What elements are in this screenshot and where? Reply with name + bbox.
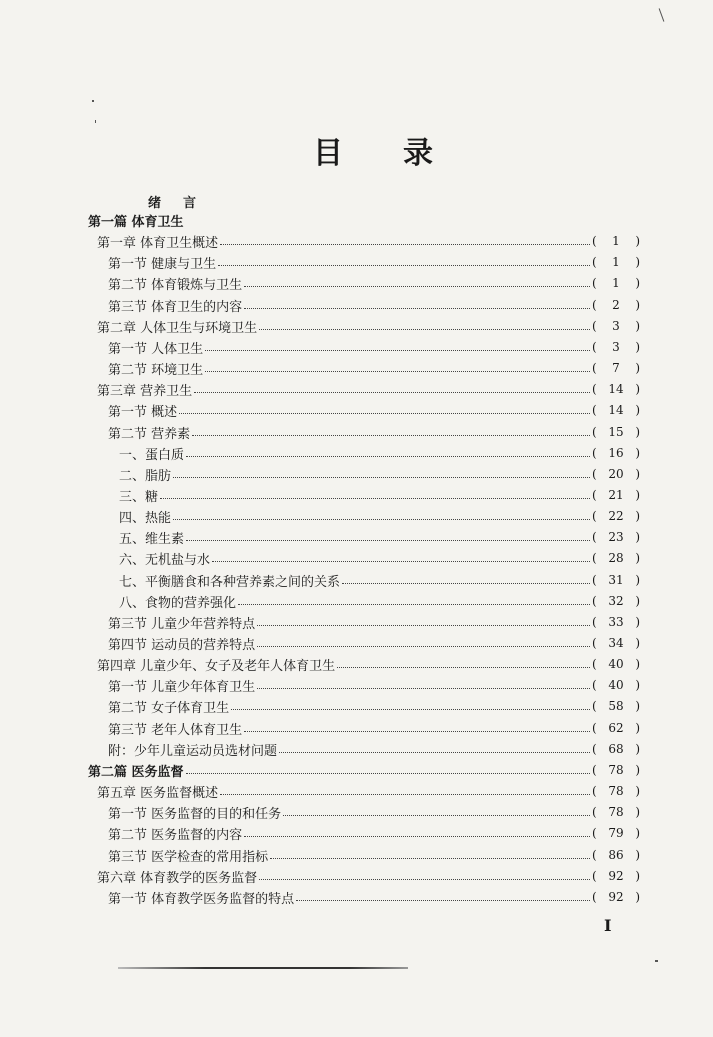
dot-leader xyxy=(192,435,590,436)
toc-entry xyxy=(108,718,640,738)
toc-entry-label: 三、糖 xyxy=(119,489,159,505)
toc-page-ref xyxy=(592,382,640,396)
toc-page-number: 31 xyxy=(608,573,624,587)
toc-entry xyxy=(119,527,640,547)
toc-entry-label: 第一节 体育教学医务监督的特点 xyxy=(108,891,295,907)
toc-page-ref xyxy=(592,721,640,735)
toc-entry xyxy=(119,464,640,484)
paren-open: ( xyxy=(592,340,597,354)
toc-entry xyxy=(108,252,640,272)
toc-page-ref xyxy=(592,615,640,629)
dot-leader xyxy=(259,879,590,880)
dot-leader xyxy=(342,583,590,584)
toc-entry xyxy=(108,696,640,716)
paren-open: ( xyxy=(592,869,597,883)
toc-entry-label: 第二节 体育锻炼与卫生 xyxy=(108,277,243,293)
page-folio: I xyxy=(604,916,612,935)
dot-leader xyxy=(220,244,590,245)
toc-entry xyxy=(119,591,640,611)
paren-close: ) xyxy=(635,403,640,417)
paren-open: ( xyxy=(592,446,597,460)
paren-open: ( xyxy=(592,742,597,756)
toc-page-number: 2 xyxy=(612,298,620,312)
toc-page-ref xyxy=(592,890,640,904)
toc-page-number: 15 xyxy=(608,425,624,439)
toc-page-number: 78 xyxy=(608,763,624,777)
toc-entry-label: 五、维生素 xyxy=(119,531,185,547)
toc-entry xyxy=(108,845,640,865)
paren-close: ) xyxy=(635,594,640,608)
paren-open: ( xyxy=(592,636,597,650)
toc-entry-label: 第三章 营养卫生 xyxy=(97,383,193,399)
paren-open: ( xyxy=(592,784,597,798)
toc-page-ref xyxy=(592,657,640,671)
speck xyxy=(659,8,665,21)
paren-open: ( xyxy=(592,467,597,481)
dot-leader xyxy=(244,308,590,309)
toc-entry xyxy=(108,422,640,442)
toc-entry xyxy=(108,273,640,293)
toc-page-ref xyxy=(592,551,640,565)
toc-page-ref xyxy=(592,319,640,333)
paren-close: ) xyxy=(635,255,640,269)
toc-page-ref xyxy=(592,594,640,608)
toc-entry xyxy=(108,295,640,315)
toc-entry xyxy=(108,802,640,822)
toc-page-number: 78 xyxy=(608,805,624,819)
dot-leader xyxy=(205,350,590,351)
dot-leader xyxy=(257,625,590,626)
dot-leader xyxy=(160,498,590,499)
paren-close: ) xyxy=(635,784,640,798)
toc-entry xyxy=(119,548,640,568)
dot-leader xyxy=(238,604,590,605)
paren-close: ) xyxy=(635,361,640,375)
toc-entry-label: 第一篇 体育卫生 xyxy=(88,214,184,230)
dot-leader xyxy=(231,709,590,710)
paren-open: ( xyxy=(592,509,597,523)
toc-page-number: 62 xyxy=(608,721,624,735)
paren-close: ) xyxy=(635,742,640,756)
toc-page-ref xyxy=(592,763,640,777)
toc-entry-label: 第一节 健康与卫生 xyxy=(108,256,217,272)
paren-open: ( xyxy=(592,551,597,565)
dot-leader xyxy=(218,265,590,266)
toc-page-ref xyxy=(592,488,640,502)
toc-entry-label: 第一节 人体卫生 xyxy=(108,341,204,357)
toc-entry xyxy=(108,887,640,907)
toc-entry xyxy=(108,633,640,653)
paren-close: ) xyxy=(635,657,640,671)
speck xyxy=(655,960,658,962)
toc-page-ref xyxy=(592,805,640,819)
dot-leader xyxy=(220,794,590,795)
dot-leader xyxy=(337,667,590,668)
toc-page-number: 34 xyxy=(608,636,624,650)
paren-open: ( xyxy=(592,826,597,840)
toc-page-ref xyxy=(592,636,640,650)
toc-page-number: 20 xyxy=(608,467,624,481)
toc-page-ref xyxy=(592,784,640,798)
paren-close: ) xyxy=(635,805,640,819)
toc-page-number: 14 xyxy=(608,403,624,417)
toc-entry xyxy=(119,506,640,526)
toc-page-ref xyxy=(592,509,640,523)
paren-close: ) xyxy=(635,488,640,502)
toc-page-ref xyxy=(592,742,640,756)
toc-page-ref xyxy=(592,425,640,439)
toc-entry xyxy=(97,654,640,674)
toc-page-number: 79 xyxy=(608,826,624,840)
toc-page-number: 40 xyxy=(608,678,624,692)
title-char-1: 目 xyxy=(313,136,343,171)
toc-page-ref xyxy=(592,234,640,248)
paren-open: ( xyxy=(592,255,597,269)
paren-close: ) xyxy=(635,234,640,248)
toc-entry xyxy=(108,612,640,632)
toc-entry-label: 第三节 体育卫生的内容 xyxy=(108,299,243,315)
dot-leader xyxy=(186,773,590,774)
dot-leader xyxy=(194,392,590,393)
paren-open: ( xyxy=(592,678,597,692)
dot-leader xyxy=(279,752,590,753)
toc-entry xyxy=(119,570,640,590)
toc-entry-label: 第三节 老年人体育卫生 xyxy=(108,722,243,738)
toc-page-number: 22 xyxy=(608,509,624,523)
toc-page-number: 1 xyxy=(612,276,620,290)
paren-close: ) xyxy=(635,425,640,439)
paren-open: ( xyxy=(592,890,597,904)
toc-page-number: 23 xyxy=(608,530,624,544)
toc-page-ref xyxy=(592,361,640,375)
paren-open: ( xyxy=(592,298,597,312)
toc-page-ref xyxy=(592,573,640,587)
paren-close: ) xyxy=(635,319,640,333)
paren-close: ) xyxy=(635,551,640,565)
toc-entry xyxy=(108,739,640,759)
paren-open: ( xyxy=(592,699,597,713)
paren-close: ) xyxy=(635,298,640,312)
paren-close: ) xyxy=(635,467,640,481)
toc-page-ref xyxy=(592,699,640,713)
paren-close: ) xyxy=(635,763,640,777)
dot-leader xyxy=(244,731,590,732)
toc-page-number: 68 xyxy=(608,742,624,756)
toc-entry-label: 六、无机盐与水 xyxy=(119,552,211,568)
toc-entry-label: 第二节 环境卫生 xyxy=(108,362,204,378)
toc-page-number: 33 xyxy=(608,615,624,629)
toc-entry xyxy=(97,379,640,399)
paren-open: ( xyxy=(592,425,597,439)
dot-leader xyxy=(212,561,590,562)
paren-open: ( xyxy=(592,848,597,862)
toc-entry xyxy=(88,210,640,230)
paren-open: ( xyxy=(592,361,597,375)
toc-entry xyxy=(108,675,640,695)
toc-page-number: 92 xyxy=(608,890,624,904)
paren-open: ( xyxy=(592,276,597,290)
toc-page-number: 14 xyxy=(608,382,624,396)
toc-page-number: 21 xyxy=(608,488,624,502)
toc-entry xyxy=(119,443,640,463)
toc-page-ref xyxy=(592,869,640,883)
toc-entry-label: 第二节 营养素 xyxy=(108,426,191,442)
dot-leader xyxy=(179,413,590,414)
paren-close: ) xyxy=(635,869,640,883)
toc-page-number: 32 xyxy=(608,594,624,608)
toc-entry-label: 第二节 医务监督的内容 xyxy=(108,827,243,843)
toc-page-number: 78 xyxy=(608,784,624,798)
paren-open: ( xyxy=(592,573,597,587)
dot-leader xyxy=(186,456,590,457)
paren-open: ( xyxy=(592,763,597,777)
title-char-2: 录 xyxy=(403,136,433,171)
toc-page-ref xyxy=(592,467,640,481)
toc-page-ref xyxy=(592,298,640,312)
toc-page-number: 86 xyxy=(608,848,624,862)
toc-page-number: 40 xyxy=(608,657,624,671)
toc-entry-label: 第二章 人体卫生与环境卫生 xyxy=(97,320,258,336)
paren-close: ) xyxy=(635,890,640,904)
toc-entry-label: 第一节 儿童少年体育卫生 xyxy=(108,679,256,695)
toc-page-number: 3 xyxy=(612,319,620,333)
paren-open: ( xyxy=(592,488,597,502)
toc-page-ref xyxy=(592,403,640,417)
toc-entry-label: 附：少年儿童运动员选材问题 xyxy=(108,743,278,759)
paren-close: ) xyxy=(635,509,640,523)
toc-entry-label: 第一节 概述 xyxy=(108,404,178,420)
paren-close: ) xyxy=(635,446,640,460)
paren-close: ) xyxy=(635,826,640,840)
paren-close: ) xyxy=(635,382,640,396)
toc-page-number: 1 xyxy=(612,255,620,269)
bottom-rule xyxy=(118,967,408,969)
dot-leader xyxy=(244,836,590,837)
toc-entry-label: 八、食物的营养强化 xyxy=(119,595,237,611)
toc-entry-label: 第一章 体育卫生概述 xyxy=(97,235,219,251)
paren-open: ( xyxy=(592,721,597,735)
paren-close: ) xyxy=(635,636,640,650)
toc-page-ref xyxy=(592,340,640,354)
dot-leader xyxy=(186,540,590,541)
dot-leader xyxy=(205,371,590,372)
dot-leader xyxy=(173,519,590,520)
dot-leader xyxy=(244,286,590,287)
toc-entry-label: 四、热能 xyxy=(119,510,172,526)
speck xyxy=(92,100,94,102)
toc-entry xyxy=(97,781,640,801)
paren-close: ) xyxy=(635,573,640,587)
paren-close: ) xyxy=(635,848,640,862)
toc-entry-label: 第四章 儿童少年、女子及老年人体育卫生 xyxy=(97,658,336,674)
paren-close: ) xyxy=(635,530,640,544)
paren-open: ( xyxy=(592,382,597,396)
toc-entry-label: 第二节 女子体育卫生 xyxy=(108,700,230,716)
paren-close: ) xyxy=(635,699,640,713)
paren-close: ) xyxy=(635,678,640,692)
dot-leader xyxy=(283,815,590,816)
toc-entry xyxy=(108,358,640,378)
toc-entry-label: 第五章 医务监督概述 xyxy=(97,785,219,801)
paren-open: ( xyxy=(592,530,597,544)
dot-leader xyxy=(257,646,590,647)
dot-leader xyxy=(259,329,590,330)
toc-entry-label: 二、脂肪 xyxy=(119,468,172,484)
paren-close: ) xyxy=(635,276,640,290)
dot-leader xyxy=(270,858,590,859)
dot-leader xyxy=(296,900,590,901)
toc-page-number: 28 xyxy=(608,551,624,565)
toc-page-ref xyxy=(592,255,640,269)
paren-open: ( xyxy=(592,805,597,819)
toc-page-number: 58 xyxy=(608,699,624,713)
paren-open: ( xyxy=(592,403,597,417)
paren-open: ( xyxy=(592,319,597,333)
toc-page-number: 16 xyxy=(608,446,624,460)
toc-page-ref xyxy=(592,446,640,460)
toc-page-number: 3 xyxy=(612,340,620,354)
toc-entry-label: 第六章 体育教学的医务监督 xyxy=(97,870,258,886)
toc-page-number: 7 xyxy=(612,361,620,375)
toc-page-number: 92 xyxy=(608,869,624,883)
toc-entry xyxy=(97,316,640,336)
paren-close: ) xyxy=(635,615,640,629)
toc-entry-label: 第一节 医务监督的目的和任务 xyxy=(108,806,282,822)
paren-open: ( xyxy=(592,657,597,671)
toc-page-ref xyxy=(592,530,640,544)
toc-entry-label: 第三节 医学检查的常用指标 xyxy=(108,849,269,865)
toc-page-number: 1 xyxy=(612,234,620,248)
dot-leader xyxy=(173,477,590,478)
toc-entry-label: 第四节 运动员的营养特点 xyxy=(108,637,256,653)
toc-entry xyxy=(97,866,640,886)
toc-entry xyxy=(108,400,640,420)
toc-entry-label: 一、蛋白质 xyxy=(119,447,185,463)
toc-page-ref xyxy=(592,276,640,290)
paren-close: ) xyxy=(635,340,640,354)
paren-open: ( xyxy=(592,234,597,248)
preface-heading: 绪言 xyxy=(148,196,219,211)
toc-page-ref xyxy=(592,678,640,692)
toc-entry xyxy=(108,823,640,843)
page-title xyxy=(313,128,433,172)
paren-open: ( xyxy=(592,615,597,629)
toc-entry xyxy=(108,337,640,357)
toc-entry xyxy=(97,231,640,251)
toc-entry xyxy=(88,760,640,780)
paren-open: ( xyxy=(592,594,597,608)
toc-entry-label: 第三节 儿童少年营养特点 xyxy=(108,616,256,632)
toc-page-ref xyxy=(592,848,640,862)
paren-close: ) xyxy=(635,721,640,735)
dot-leader xyxy=(257,688,590,689)
toc-entry-label: 第二篇 医务监督 xyxy=(88,764,184,780)
toc-page-ref xyxy=(592,826,640,840)
toc-entry xyxy=(119,485,640,505)
speck xyxy=(95,120,96,123)
toc-entry-label: 七、平衡膳食和各种营养素之间的关系 xyxy=(119,574,341,590)
